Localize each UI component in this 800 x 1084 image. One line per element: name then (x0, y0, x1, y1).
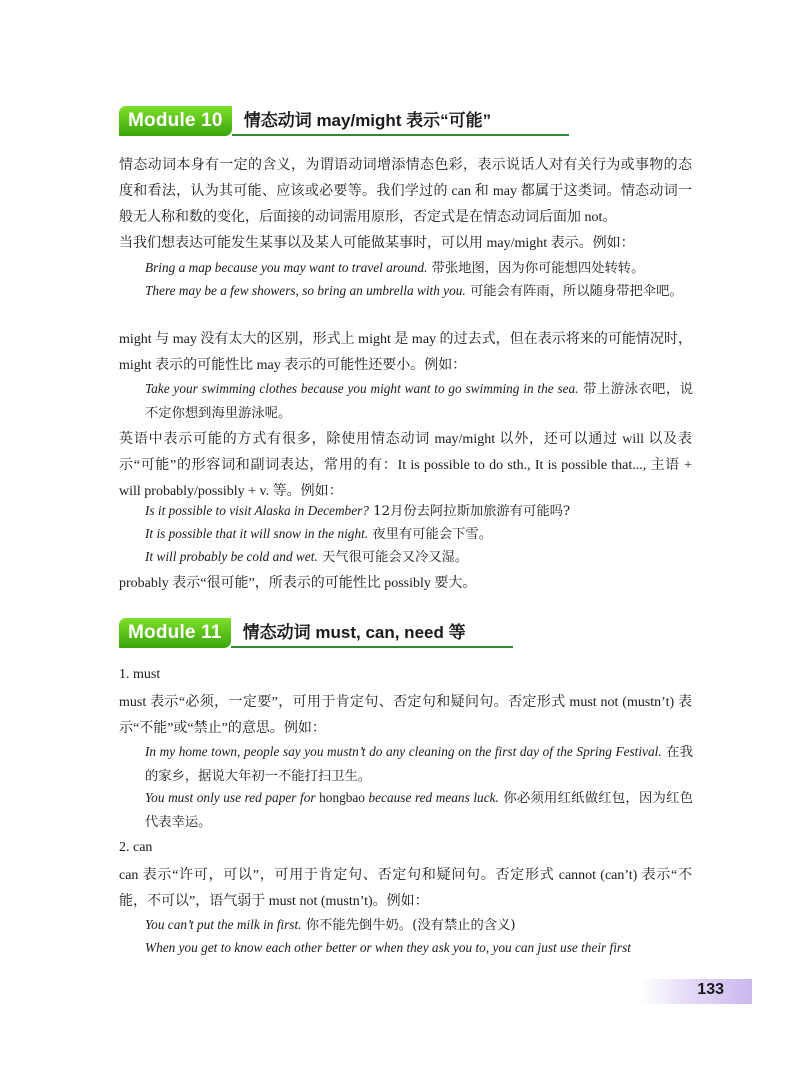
module-10-paragraph-3: might 与 may 没有太大的区别，形式上 might 是 may 的过去式，但在表示将来的可能情况时，might 表示的可能性比 may 表示的可能性还要小。例如： (119, 332, 692, 373)
module-10-title: 情态动词 may/might 表示“可能” (232, 110, 569, 136)
example-sentence (145, 256, 693, 280)
example-chinese: 12月份去阿拉斯加旅游有可能吗? (368, 504, 571, 519)
module-10-paragraph-4: 英语中表示可能的方式有很多，除使用情态动词 may/might 以外，还可以通过 will 以及表示“可能”的形容词和副词表达，常用的有：It is possible to do sth., It is possible that..., 主语 + will probably/possibly + v. 等。例如： (119, 432, 692, 499)
example-english: because red means luck. (364, 790, 499, 805)
example-sentence (145, 279, 693, 303)
example-sentence (145, 936, 693, 959)
example-sentence (145, 740, 693, 788)
module-10-paragraph-5: probably 表示“很可能”，所表示的可能性比 possibly 要大。 (119, 576, 477, 591)
module-11-paragraph-1: must 表示“必须，一定要”，可用于肯定句、否定句和疑问句。否定形式 must not (mustn’t) 表示“不能”或“禁止”的意思。例如： (119, 695, 692, 736)
page-number: 133 (697, 981, 724, 998)
example-chinese: 在我的家乡，据说大年初一不能打扫卫生。 (145, 745, 693, 784)
example-sentence (145, 913, 693, 937)
example-sentence (145, 522, 693, 546)
example-chinese: 夜里有可能会下雪。 (368, 527, 493, 542)
module-11-header (119, 618, 513, 648)
example-english: Bring a map because you may want to travel around. (145, 260, 428, 275)
example-english: There may be a few showers, so bring an umbrella with you. (145, 283, 466, 298)
example-chinese: 可能会有阵雨，所以随身带把伞吧。 (465, 284, 683, 299)
module-11-title: 情态动词 must, can, need 等 (231, 622, 513, 648)
example-sentence (145, 377, 693, 425)
example-english: You can’t put the milk in first. (145, 917, 302, 932)
page-number-bar (640, 979, 752, 1004)
example-chinese: 你必须用红纸做红包，因为红色代表幸运。 (145, 791, 693, 830)
example-sentence (145, 786, 693, 834)
example-chinese: 带张地图，因为你可能想四处转转。 (427, 261, 645, 276)
example-chinese: 天气很可能会又冷又湿。 (317, 550, 469, 565)
module-10-badge: Module 10 (119, 106, 232, 136)
module-10-paragraph-1: 情态动词本身有一定的含义，为谓语动词增添情态色彩，表示说话人对有关行为或事物的态度和看法，认为其可能、应该或必要等。我们学过的 can 和 may 都属于这类词。情态动词一般无人称和数的变化，后面接的动词需用原形，否定式是在情态动词后面加 not。 (119, 158, 692, 225)
example-english: It will probably be cold and wet. (145, 549, 318, 564)
example-plain-word: hongbao (319, 790, 365, 805)
example-chinese: 你不能先倒牛奶。(没有禁止的含义) (301, 918, 516, 933)
module-11-paragraph-2: can 表示“许可，可以”，可用于肯定句、否定句和疑问句。否定形式 cannot (can’t) 表示“不能，不可以”，语气弱于 must not (mustn’t)。例如： (119, 868, 692, 909)
example-english: Take your swimming clothes because you might want to go swimming in the sea. (145, 381, 579, 396)
example-english: Is it possible to visit Alaska in December? (145, 503, 369, 518)
section-heading-must: 1. must (119, 667, 161, 682)
module-10-header (119, 106, 569, 136)
example-english: It is possible that it will snow in the night. (145, 526, 369, 541)
example-english: You must only use red paper for (145, 790, 320, 805)
example-chinese: 带上游泳衣吧，说不定你想到海里游泳呢。 (145, 382, 693, 421)
example-english: When you get to know each other better or when they ask you to, you can just use their first (145, 940, 631, 955)
section-heading-can: 2. can (119, 840, 153, 855)
module-11-badge: Module 11 (119, 618, 231, 648)
example-sentence (145, 545, 693, 569)
module-10-paragraph-2: 当我们想表达可能发生某事以及某人可能做某事时，可以用 may/might 表示。例如： (119, 236, 635, 251)
example-sentence (145, 499, 693, 523)
example-english: In my home town, people say you mustn’t do any cleaning on the first day of the Spring Festival. (145, 744, 662, 759)
